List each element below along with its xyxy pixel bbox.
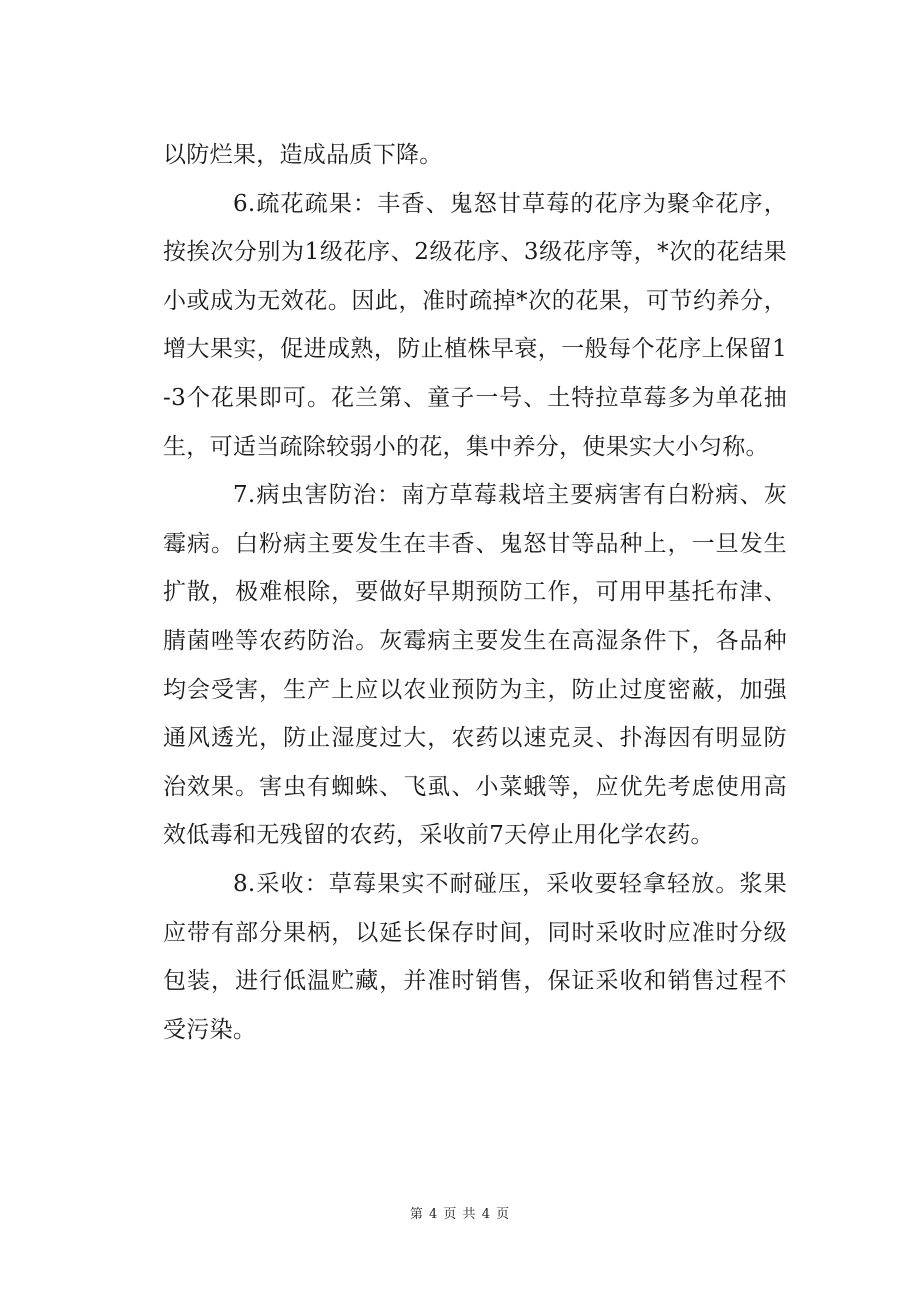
paragraph-continuation: 以防烂果，造成品质下降。 — [163, 142, 443, 168]
paragraph-pest-control: 7.病虫害防治：南方草莓栽培主要病害有白粉病、灰霉病。白粉病主要发生在丰香、鬼怒甘等品种上，一旦发生扩散，极难根除，要做好早期预防工作，可用甲基托布津、腈菌唑等农药防治。灰霉病主要发生在高湿条件下，各品种均会受害，生产上应以农业预防为主，防止过度密蔽，加强通风透光，防止湿度过大，农药以速克灵、扑海因有明显防治效果。害虫有蜘蛛、飞虱、小菜蛾等，应优先考虑使用高效低毒和无残留的农药，采收前7天停止用化学农药。 — [163, 482, 787, 849]
page-footer: 第 4 页 共 4 页 — [409, 1207, 511, 1222]
paragraph-harvest: 8.采收：草莓果实不耐碰压，采收要轻拿轻放。浆果应带有部分果柄，以延长保存时间，同时采收时应准时分级包装，进行低温贮藏，并准时销售，保证采收和销售过程不受污染。 — [163, 870, 787, 1043]
paragraph-thinning-flowers: 6.疏花疏果：丰香、鬼怒甘草莓的花序为聚伞花序，按挨次分别为1级花序、2级花序、3级花序等，*次的花结果小或成为无效花。因此，准时疏掉*次的花果，可节约养分，增大果实，促进成熟，防止植株早衰，一般每个花序上保留1-3个花果即可。花兰第、童子一号、土特拉草莓多为单花抽生，可适当疏除较弱小的花，集中养分，使果实大小匀称。 — [163, 190, 787, 460]
document-body — [163, 131, 787, 1054]
